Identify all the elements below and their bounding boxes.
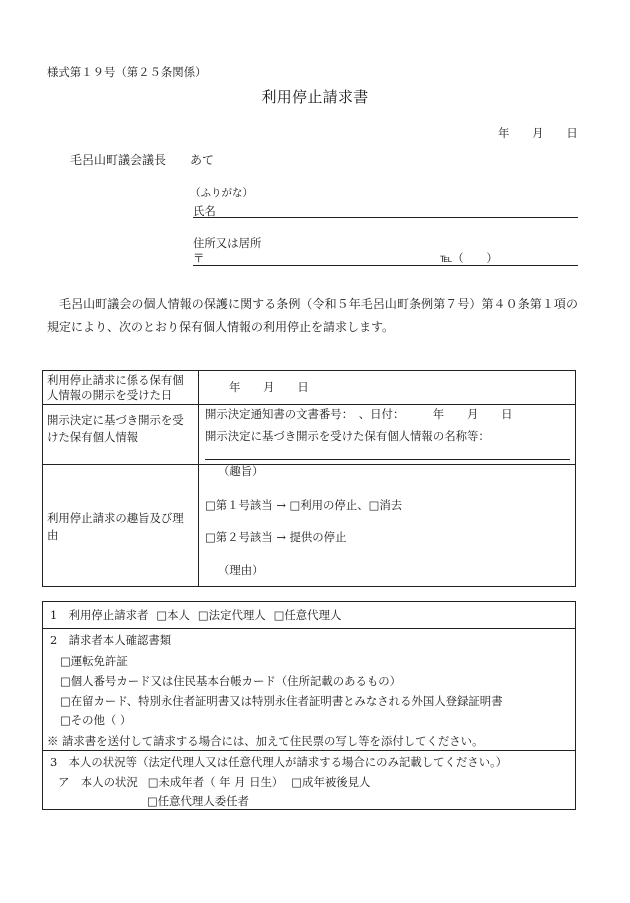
purpose-heading: （趣旨） (218, 464, 264, 478)
purpose-option-1: □第１号該当 → □利用の停止、□消去 (205, 498, 403, 512)
address-field-underline (193, 265, 578, 266)
request-statement: 毛呂山町議会の個人情報の保護に関する条例（令和５年毛呂山町条例第７号）第４０条第１項の規定により、次のとおり保有個人情報の利用停止を請求します。 (47, 297, 578, 334)
name-field-underline (193, 217, 578, 218)
table-row-divider (42, 404, 576, 405)
principal-status-heading: 3 本人の状況等（法定代理人又は任意代理人が請求する場合にのみ記載してください。） (50, 755, 508, 769)
id-document-item: □在留カード、特別永住者証明書又は特別永住者証明書とみなされる外国人登録証明書 (60, 694, 503, 708)
page-title: 利用停止請求書 (261, 88, 369, 106)
status-option-adult-ward: □成年被後見人 (291, 775, 371, 789)
id-document-item: □個人番号カード又は住民基本台帳カード（住所記載のあるもの） (60, 674, 402, 688)
tel-label: ℡（ ） (440, 251, 498, 265)
id-document-item: □運転免許証 (60, 654, 128, 668)
furigana-label: （ふりがな） (190, 187, 253, 199)
table-row-divider (42, 464, 576, 465)
date-line: 年 月 日 (498, 126, 578, 140)
id-documents-note: ※ 請求書を送付して請求する場合には、加えて住民票の写し等を添付してください。 (47, 734, 484, 748)
requester-option-legal-agent: □法定代理人 (197, 608, 266, 622)
purpose-reason-label: 利用停止請求の趣旨及び理由 (47, 511, 184, 542)
info-name-underline (205, 459, 570, 460)
status-option-delegator: □任意代理人委任者 (147, 794, 249, 808)
address-label: 住所又は居所 (193, 236, 262, 250)
disclosed-info-name-line: 開示決定に基づき開示を受けた保有個人情報の名称等： (205, 429, 490, 443)
status-option-minor: □未成年者（ 年 月 日生） (147, 775, 284, 789)
disclosure-date-value: 年 月 日 (229, 380, 309, 394)
disclosed-info-label: 開示決定に基づき開示を受けた保有個人情報 (47, 413, 184, 444)
disclosure-notice-line: 開示決定通知書の文書番号： 、日付： 年 月 日 (205, 407, 513, 421)
requester-row (50, 608, 341, 622)
purpose-option-2: □第２号該当 → 提供の停止 (205, 530, 347, 544)
reason-heading: （理由） (218, 563, 264, 577)
form-number: 様式第１９号（第２５条関係） (47, 65, 207, 79)
requester-heading: 1 利用停止請求者 (50, 608, 149, 622)
principal-status-row (58, 775, 370, 789)
postal-mark: 〒 (193, 251, 205, 265)
principal-status-label: ア 本人の状況 (58, 775, 138, 789)
requester-option-voluntary-agent: □任意代理人 (273, 608, 342, 622)
table-column-divider (198, 370, 199, 587)
name-label: 氏名 (193, 204, 216, 218)
requester-option-self: □本人 (156, 608, 190, 622)
id-document-item: □その他（ ） (60, 713, 132, 727)
addressee: 毛呂山町議会議長 あて (70, 153, 215, 167)
table-row-divider (42, 750, 576, 751)
disclosure-date-label: 利用停止請求に係る保有個人情報の開示を受けた日 (47, 373, 184, 402)
id-documents-heading: 2 請求者本人確認書類 (50, 633, 172, 647)
table-row-divider (42, 628, 576, 629)
